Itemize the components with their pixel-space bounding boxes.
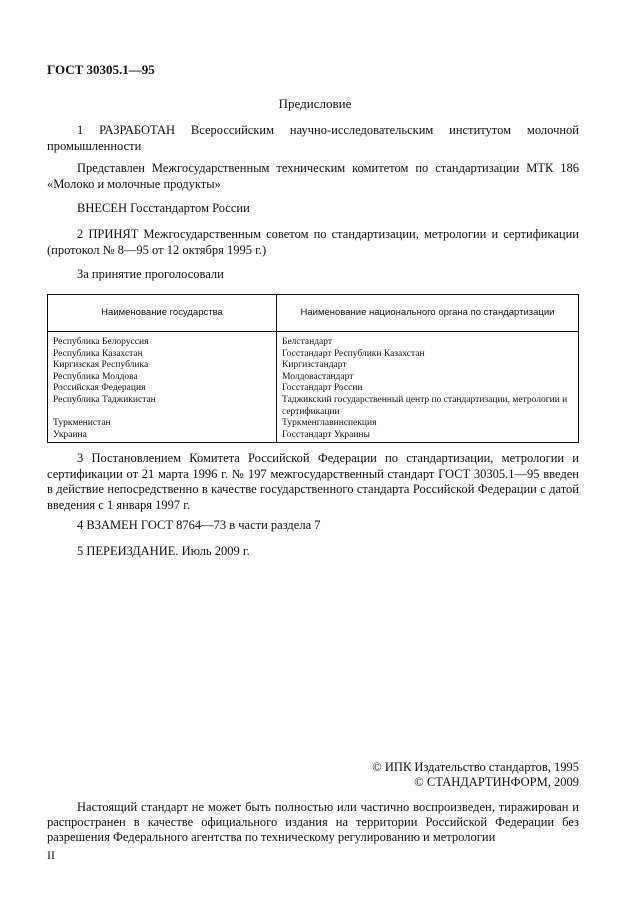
state-cell: Республика Молдова [48, 372, 277, 384]
body-cell: Киргизстандарт [277, 360, 579, 372]
body-cell: Таджикский государственный центр по стандартизации, метрологии и сертификации [277, 395, 579, 418]
body-cell: Госстандарт Республики Казахстан [277, 349, 579, 361]
table-row [48, 360, 579, 372]
reproduction-notice: Настоящий стандарт не может быть полностью или частично воспроизведен, тиражирован и распространен в качестве официального издания на территории Российской Федерации без разрешения Федерального агентства по техническому регулированию и метрологии [47, 800, 579, 844]
body-cell: Туркменглавинспекция [277, 418, 579, 430]
state-cell: Республика Таджикистан [48, 395, 277, 418]
states-table [47, 294, 579, 443]
state-cell: Украина [48, 430, 277, 443]
table-row [48, 395, 579, 418]
paragraph-1-introduced: ВНЕСЕН Госстандартом России [77, 201, 250, 215]
vote-label: За принятие проголосовали [77, 267, 224, 281]
state-cell: Республика Казахстан [48, 349, 277, 361]
page-title: Предисловие [278, 96, 352, 111]
state-cell: Киргизская Республика [48, 360, 277, 372]
table-row [48, 332, 579, 349]
paragraph-5-reissue: 5 ПЕРЕИЗДАНИЕ. Июль 2009 г. [77, 544, 250, 558]
paragraph-2-adopted: 2 ПРИНЯТ Межгосударственным советом по стандартизации, метрологии и сертификации (протокол № 8—95 от 12 октября 1995 г.) [47, 227, 579, 257]
column-header-state: Наименование государства [48, 295, 277, 332]
body-cell: Молдовастандарт [277, 372, 579, 384]
body-cell: Госстандарт России [277, 383, 579, 395]
paragraph-3-resolution: 3 Постановлением Комитета Российской Федерации по стандартизации, метрологии и сертификации от 21 марта 1996 г. № 197 межгосударственный стандарт ГОСТ 30305.1—95 введен в действие непосредственно в качестве государственного стандарта Российской Федерации с датой введения с 1 января 1997 г. [47, 451, 579, 512]
state-cell: Российская Федерация [48, 383, 277, 395]
table-row [48, 372, 579, 384]
table-row [48, 418, 579, 430]
table-header-row [48, 295, 579, 332]
state-cell: Республика Белоруссия [48, 332, 277, 349]
body-cell: Белстандарт [277, 332, 579, 349]
table-row [48, 383, 579, 395]
paragraph-4-replaces: 4 ВЗАМЕН ГОСТ 8764—73 в части раздела 7 [77, 518, 321, 532]
column-header-body: Наименование национального органа по стандартизации [277, 295, 579, 332]
table-row [48, 430, 579, 443]
state-cell: Туркменистан [48, 418, 277, 430]
paragraph-1-presented: Представлен Межгосударственным техническим комитетом по стандартизации МТК 186 «Молоко и молочные продукты» [47, 161, 579, 191]
standard-code-header: ГОСТ 30305.1—95 [47, 62, 155, 77]
copyright-1995: © ИПК Издательство стандартов, 1995 [372, 760, 579, 774]
body-cell: Госстандарт Украины [277, 430, 579, 443]
table-row [48, 349, 579, 361]
page-number: II [47, 848, 55, 862]
copyright-2009: © СТАНДАРТИНФОРМ, 2009 [414, 775, 579, 789]
paragraph-1-developed: 1 РАЗРАБОТАН Всероссийским научно-исследовательским институтом молочной промышленности [47, 123, 579, 153]
